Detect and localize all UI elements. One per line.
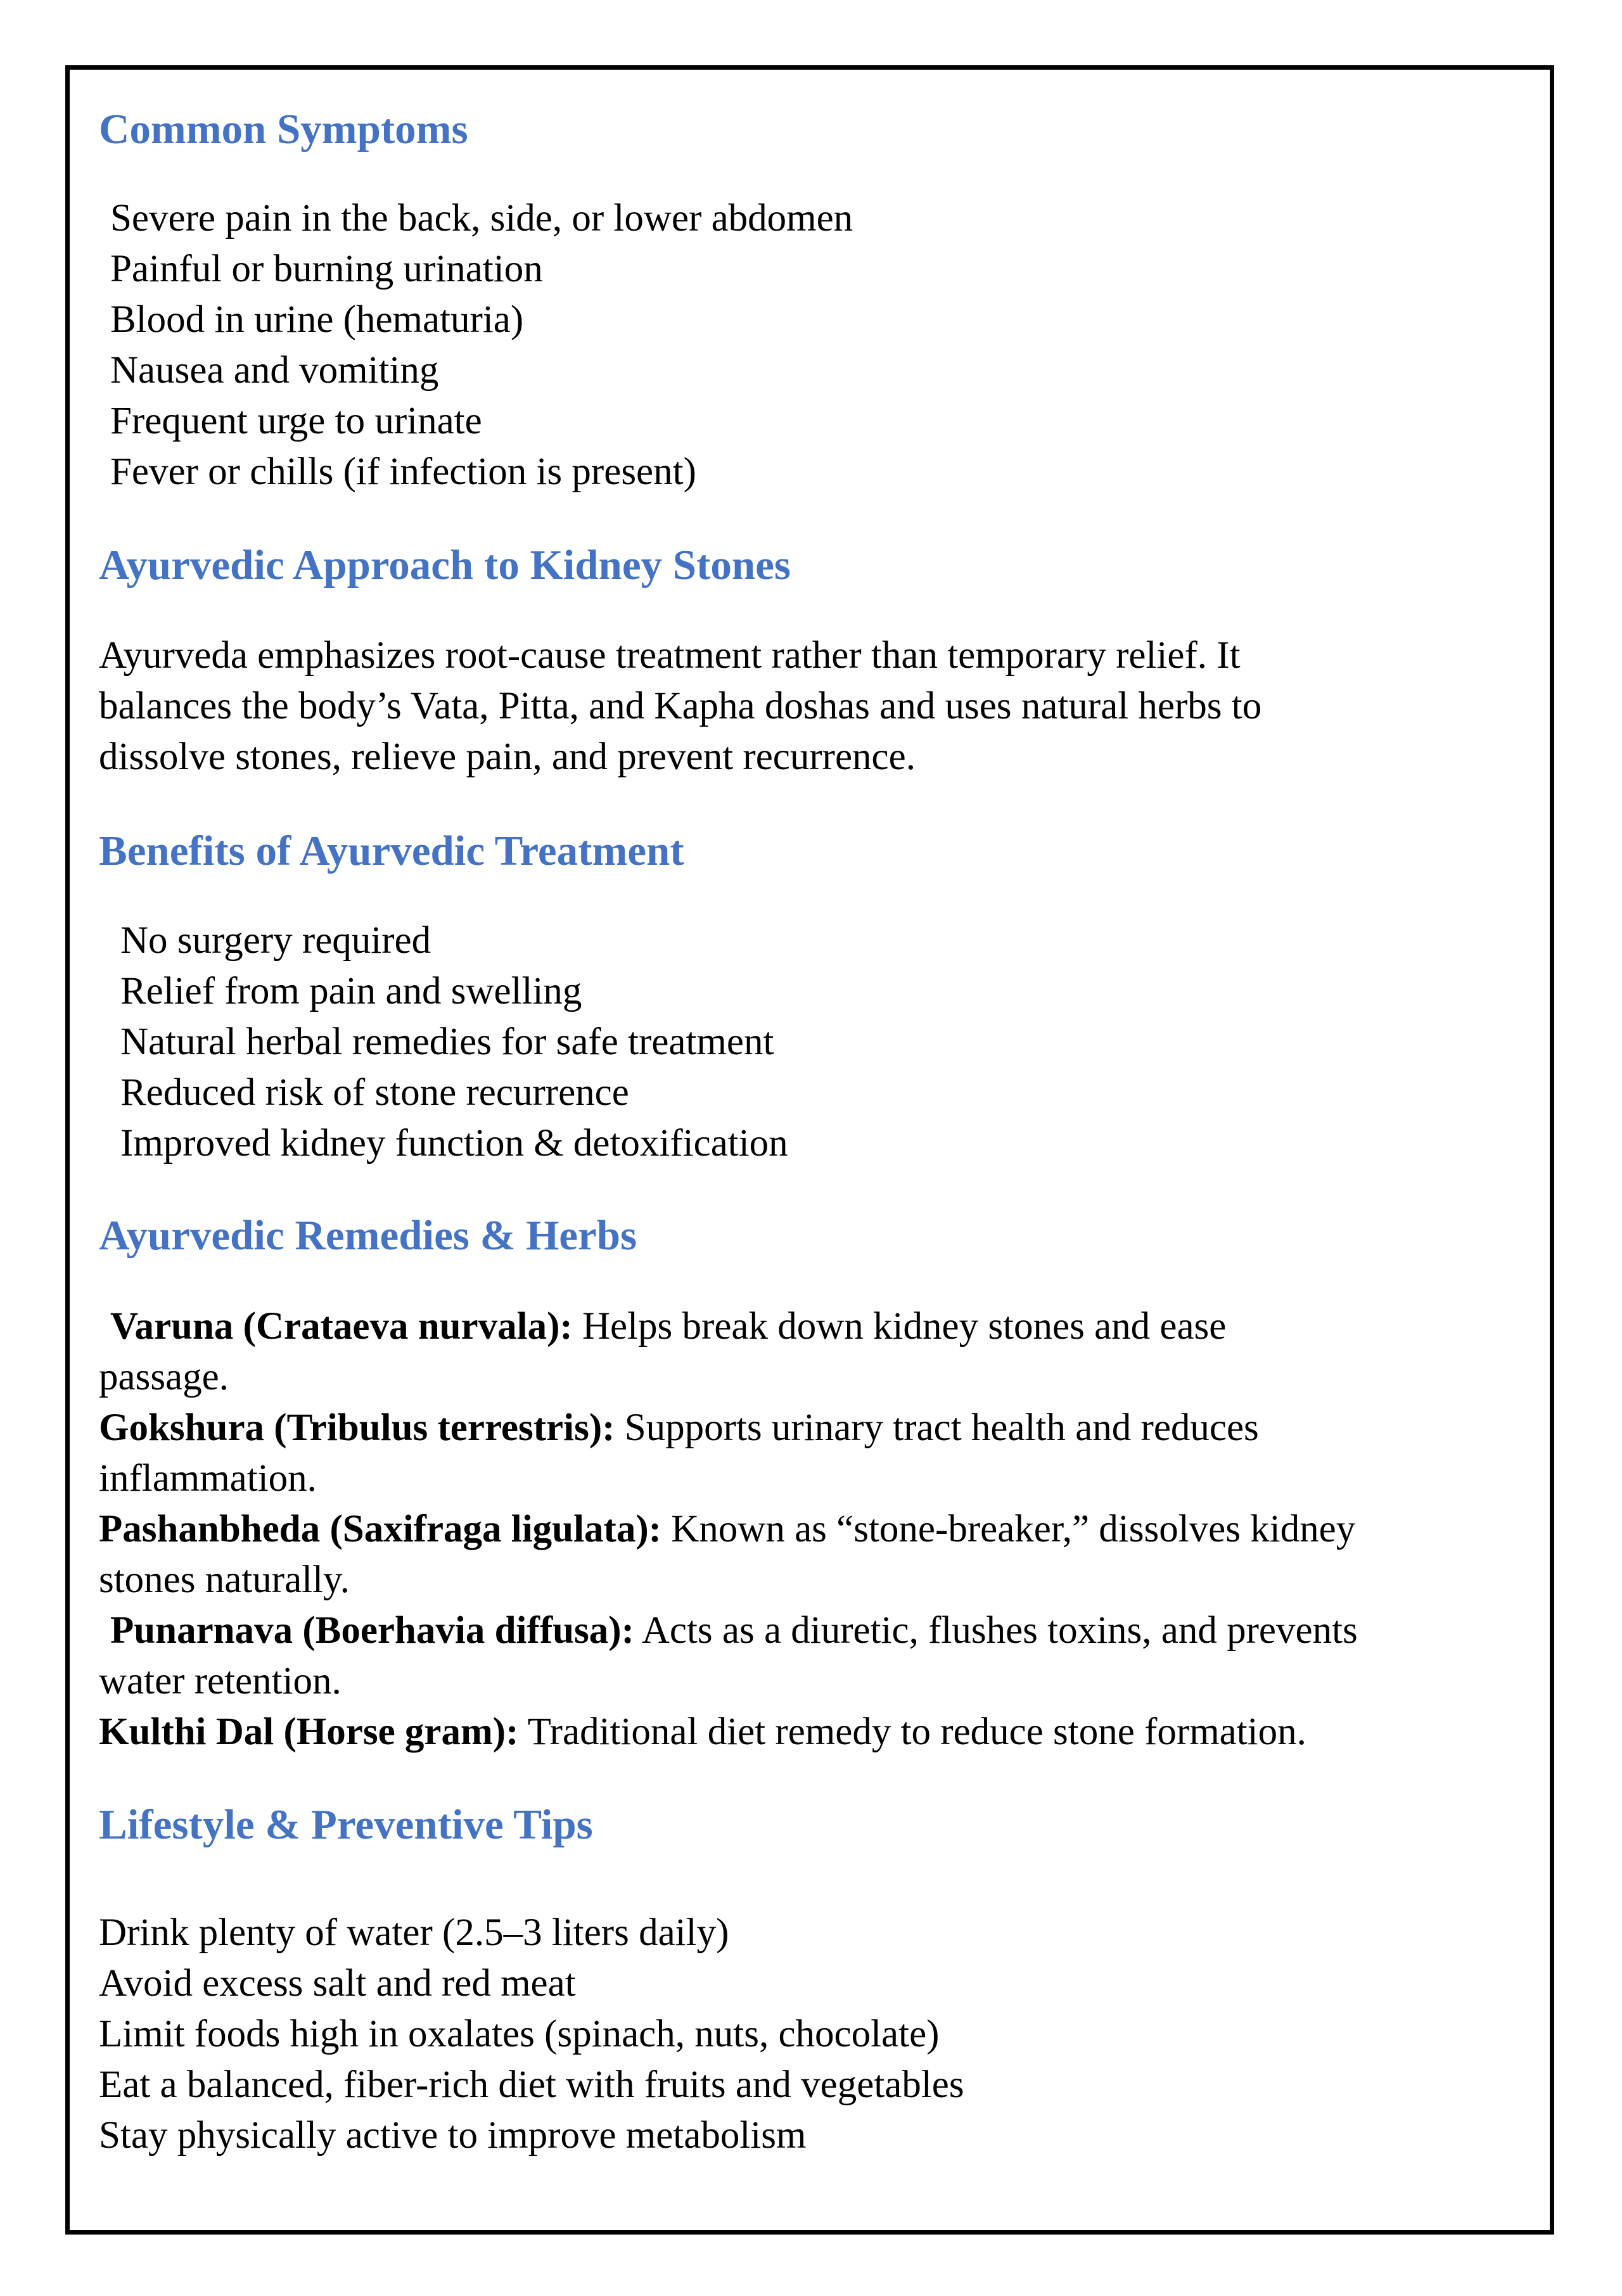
- remedy-description: Traditional diet remedy to reduce stone formation.: [518, 1711, 1306, 1753]
- remedy-description: Supports urinary tract health and reduces: [615, 1406, 1259, 1449]
- heading-common-symptoms: Common Symptoms: [99, 106, 468, 153]
- remedy-description: Known as “stone-breaker,” dissolves kidney: [661, 1508, 1356, 1550]
- list-item: Improved kidney function & detoxification: [120, 1122, 788, 1164]
- list-item: Stay physically active to improve metabolism: [99, 2114, 807, 2157]
- paragraph-line: balances the body’s Vata, Pitta, and Kapha doshas and uses natural herbs to: [99, 685, 1262, 727]
- list-item: Severe pain in the back, side, or lower abdomen: [110, 197, 853, 239]
- list-item: No surgery required: [120, 919, 431, 962]
- remedy-description-continued: passage.: [99, 1356, 229, 1398]
- list-item: Relief from pain and swelling: [120, 970, 582, 1012]
- list-item: Nausea and vomiting: [110, 349, 439, 392]
- list-item: Reduced risk of stone recurrence: [120, 1071, 629, 1114]
- list-item: Eat a balanced, fiber-rich diet with fruits and vegetables: [99, 2063, 964, 2106]
- remedy-description: Acts as a diuretic, flushes toxins, and prevents: [634, 1609, 1358, 1652]
- remedy-item-gokshura: [99, 1403, 1259, 1453]
- paragraph-line: dissolve stones, relieve pain, and prevent recurrence.: [99, 736, 916, 778]
- remedy-name: Punarnava (Boerhavia diffusa):: [110, 1609, 634, 1652]
- remedy-description: Helps break down kidney stones and ease: [572, 1305, 1227, 1348]
- remedy-item-kulthi-dal: [99, 1707, 1306, 1757]
- list-item: Painful or burning urination: [110, 248, 543, 290]
- heading-ayurvedic-approach: Ayurvedic Approach to Kidney Stones: [99, 542, 791, 589]
- heading-benefits: Benefits of Ayurvedic Treatment: [99, 827, 684, 874]
- remedy-name: Varuna (Crataeva nurvala):: [110, 1305, 573, 1348]
- remedy-name: Kulthi Dal (Horse gram):: [99, 1711, 519, 1753]
- remedy-description-continued: inflammation.: [99, 1457, 317, 1500]
- paragraph-line: Ayurveda emphasizes root-cause treatment rather than temporary relief. It: [99, 634, 1241, 677]
- list-item: Frequent urge to urinate: [110, 400, 482, 442]
- list-item: Blood in urine (hematuria): [110, 298, 524, 341]
- remedy-name: Gokshura (Tribulus terrestris):: [99, 1406, 615, 1449]
- remedy-description-continued: stones naturally.: [99, 1559, 350, 1601]
- list-item: Avoid excess salt and red meat: [99, 1962, 576, 2005]
- remedy-description-continued: water retention.: [99, 1660, 342, 1702]
- list-item: Drink plenty of water (2.5–3 liters daily): [99, 1911, 729, 1954]
- remedy-item-punarnava: [110, 1606, 1358, 1655]
- heading-remedies-herbs: Ayurvedic Remedies & Herbs: [99, 1212, 637, 1259]
- list-item: Limit foods high in oxalates (spinach, nuts, chocolate): [99, 2013, 940, 2055]
- list-item: Natural herbal remedies for safe treatment: [120, 1021, 774, 1063]
- remedy-item-varuna: [110, 1302, 1226, 1351]
- heading-lifestyle-tips: Lifestyle & Preventive Tips: [99, 1801, 593, 1848]
- list-item: Fever or chills (if infection is present): [110, 450, 696, 493]
- remedy-name: Pashanbheda (Saxifraga ligulata):: [99, 1508, 661, 1550]
- remedy-item-pashanbheda: [99, 1505, 1355, 1554]
